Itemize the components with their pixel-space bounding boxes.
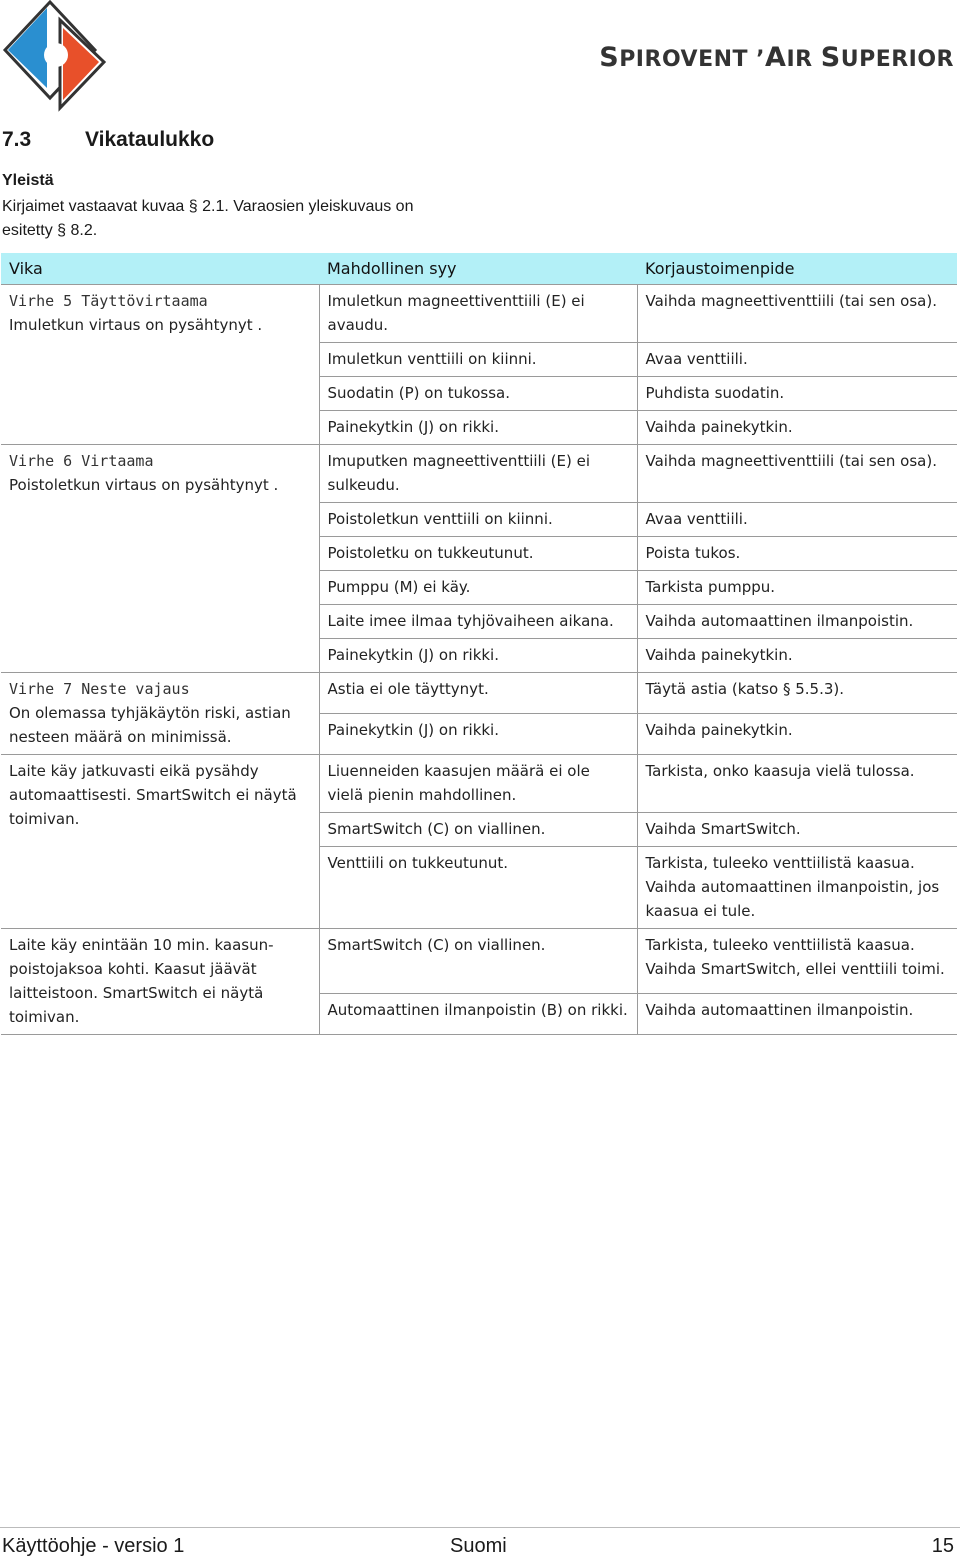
- cause-cell: Astia ei ole täyttynyt.: [319, 673, 637, 714]
- page-footer: [0, 1527, 960, 1557]
- fault-description: Laite käy enintään 10 min. kaasun-poistojaksoa kohti. Kaasut jäävät laitteistoon. SmartSwitch ei näytä toimivan.: [9, 936, 274, 1026]
- intro-heading: Yleistä: [2, 172, 54, 189]
- action-cell: Avaa venttiili.: [637, 503, 957, 537]
- footer-manual-version: Käyttöohje - versio 1: [2, 1535, 185, 1557]
- header-fault: Vika: [1, 253, 319, 285]
- cause-cell: Poistoletku on tukkeutunut.: [319, 537, 637, 571]
- header-cause: Mahdollinen syy: [319, 253, 637, 285]
- page-number: 15: [931, 1535, 954, 1557]
- fault-description: Imuletkun virtaus on pysähtynyt .: [9, 316, 263, 334]
- error-code: Virhe 6 Virtaama: [9, 452, 154, 470]
- table-header-row: [1, 253, 957, 285]
- cause-cell: Painekytkin (J) on rikki.: [319, 411, 637, 445]
- action-cell: Poista tukos.: [637, 537, 957, 571]
- cause-cell: Imuletkun magneettiventtiili (E) ei avaudu.: [319, 285, 637, 343]
- table-row: [1, 285, 957, 343]
- table-row: [1, 929, 957, 994]
- action-cell: Vaihda painekytkin.: [637, 639, 957, 673]
- fault-description: On olemassa tyhjäkäytön riski, astian nesteen määrä on minimissä.: [9, 704, 291, 746]
- brand-logo: [0, 0, 110, 114]
- product-name: SPIROVENT ’AIR SUPERIOR: [599, 42, 954, 73]
- action-cell: Vaihda automaattinen ilmanpoistin.: [637, 605, 957, 639]
- cause-cell: Painekytkin (J) on rikki.: [319, 714, 637, 755]
- cause-cell: Suodatin (P) on tukossa.: [319, 377, 637, 411]
- table-row: [1, 673, 957, 714]
- fault-cell: [1, 445, 319, 673]
- table-row: [1, 445, 957, 503]
- cause-cell: Automaattinen ilmanpoistin (B) on rikki.: [319, 993, 637, 1034]
- cause-cell: Pumppu (M) ei käy.: [319, 571, 637, 605]
- action-cell: Vaihda automaattinen ilmanpoistin.: [637, 993, 957, 1034]
- fault-cell: [1, 285, 319, 445]
- fault-cell: [1, 929, 319, 1035]
- fault-cell: [1, 755, 319, 929]
- error-code: Virhe 7 Neste vajaus: [9, 680, 190, 698]
- cause-cell: Imuputken magneettiventtiili (E) ei sulkeudu.: [319, 445, 637, 503]
- cause-cell: Venttiili on tukkeutunut.: [319, 847, 637, 929]
- cause-cell: Poistoletkun venttiili on kiinni.: [319, 503, 637, 537]
- troubleshooting-table: [1, 253, 957, 1035]
- action-cell: Vaihda magneettiventtiili (tai sen osa).: [637, 285, 957, 343]
- action-cell: Täytä astia (katso § 5.5.3).: [637, 673, 957, 714]
- cause-cell: Imuletkun venttiili on kiinni.: [319, 343, 637, 377]
- cause-cell: Liuenneiden kaasujen määrä ei ole vielä pienin mahdollinen.: [319, 755, 637, 813]
- fault-description: Laite käy jatkuvasti eikä pysähdy automaattisesti. SmartSwitch ei näytä toimivan.: [9, 762, 297, 828]
- action-cell: Tarkista, tuleeko venttiilistä kaasua. Vaihda automaattinen ilmanpoistin, jos kaasua ei tule.: [637, 847, 957, 929]
- action-cell: Vaihda painekytkin.: [637, 714, 957, 755]
- intro-text: Kirjaimet vastaavat kuvaa § 2.1. Varaosien yleiskuvaus on esitetty § 8.2.: [2, 198, 414, 239]
- action-cell: Tarkista pumppu.: [637, 571, 957, 605]
- error-code: Virhe 5 Täyttövirtaama: [9, 292, 208, 310]
- fault-cell: [1, 673, 319, 755]
- cause-cell: Painekytkin (J) on rikki.: [319, 639, 637, 673]
- action-cell: Avaa venttiili.: [637, 343, 957, 377]
- section-heading: [2, 128, 214, 152]
- action-cell: Puhdista suodatin.: [637, 377, 957, 411]
- action-cell: Tarkista, onko kaasuja vielä tulossa.: [637, 755, 957, 813]
- action-cell: Tarkista, tuleeko venttiilistä kaasua. Vaihda SmartSwitch, ellei venttiili toimi.: [637, 929, 957, 994]
- table-row: [1, 755, 957, 813]
- footer-language: Suomi: [450, 1535, 507, 1557]
- action-cell: Vaihda SmartSwitch.: [637, 813, 957, 847]
- action-cell: Vaihda painekytkin.: [637, 411, 957, 445]
- action-cell: Vaihda magneettiventtiili (tai sen osa).: [637, 445, 957, 503]
- cause-cell: SmartSwitch (C) on viallinen.: [319, 813, 637, 847]
- cause-cell: Laite imee ilmaa tyhjövaiheen aikana.: [319, 605, 637, 639]
- section-number: 7.3: [2, 128, 32, 151]
- cause-cell: SmartSwitch (C) on viallinen.: [319, 929, 637, 994]
- section-title: Vikataulukko: [85, 128, 215, 151]
- fault-description: Poistoletkun virtaus on pysähtynyt .: [9, 476, 279, 494]
- header-action: Korjaustoimenpide: [637, 253, 957, 285]
